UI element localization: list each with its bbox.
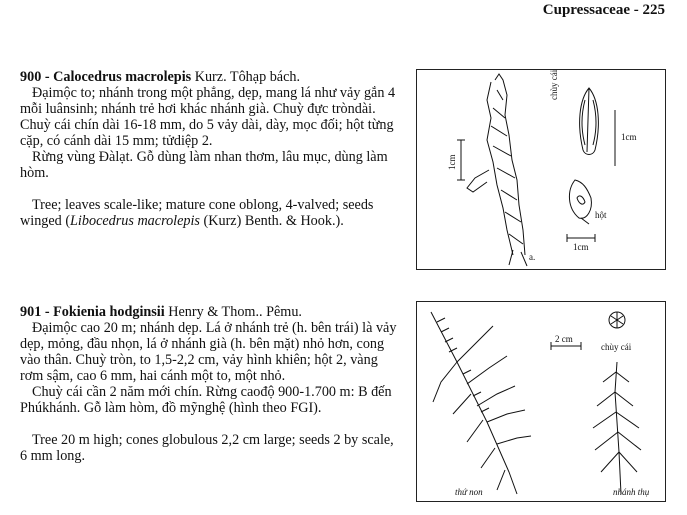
label-cone: chùy cái — [549, 70, 559, 100]
label-seed: hột — [595, 210, 607, 220]
habitat-text: Rừng vùng Đàlạt. Gỗ dùng làm nhan thơm, lâu mục, dùng làm hòm. — [20, 149, 388, 181]
scale-label-b: 1cm — [447, 154, 457, 170]
scale-label-c: 1cm — [573, 242, 589, 252]
entry-901 — [20, 304, 400, 464]
botanical-drawing — [417, 302, 665, 501]
figure-calocedrus — [416, 69, 666, 270]
species-name: Calocedrus macrolepis — [53, 69, 192, 85]
figure-marker: a. — [529, 252, 536, 262]
entry-number: 900 - — [20, 69, 50, 85]
habitat-text: Chuỳ cái cần 2 năm mới chín. Rừng caođộ 900-1.700 m: B đến Phúkhánh. Gỗ làm hòm, đồ mỹnghệ (hình theo FGI). — [20, 384, 392, 416]
species-author: Kurz. Tôhạp bách. — [194, 69, 301, 85]
english-description: Tree; leaves scale-like; mature cone oblong, 4-valved; seeds winged (Libocedrus macrolepis (Kurz) Benth. & Hook.). — [20, 197, 374, 229]
species-name: Fokienia hodginsii — [53, 304, 165, 320]
scale-label-a: 1cm — [621, 132, 637, 142]
caption-young-branch: thứ non — [455, 487, 483, 497]
page-header: Cupressaceae - 225 — [542, 2, 665, 18]
entry-title — [20, 69, 400, 85]
english-description: Tree 20 m high; cones globulous 2,2 cm large; seeds 2 by scale, 6 mm long. — [20, 432, 394, 464]
botanical-drawing — [417, 70, 665, 269]
entry-number: 901 - — [20, 304, 50, 320]
entry-900 — [20, 69, 400, 229]
vietnamese-description: Đạimộc to; nhánh trong một phẳng, dẹp, mang lá như vảy gắn 4 mỗi luânsinh; nhánh trẻ hơi khác nhánh già. Chuỳ đực tròndài. Chuỳ cái chín dài 16-18 mm, do 5 vảy dài, dày, mọc đối; hột từng cặp, có cánh dài 15 mm; tửdiệp 2. — [20, 85, 396, 149]
figure-fokienia — [416, 301, 666, 502]
species-author: Henry & Thom.. Pêmu. — [168, 304, 302, 320]
label-cone: chùy cái — [601, 342, 632, 352]
scale-label: 2 cm — [555, 334, 573, 344]
caption-mature-branch: nhánh thụ — [613, 487, 650, 497]
synonym-name: Libocedrus macrolepis — [70, 213, 200, 229]
entry-title — [20, 304, 400, 320]
vietnamese-description: Đạimộc cao 20 m; nhánh dẹp. Lá ở nhánh trẻ (h. bên trái) là vảy dẹp, mỏng, đầu nhọn, lá ở nhánh già (h. bên mặt) nhỏ hơn, cong vào thân. Chuỳ tròn, to 1,5-2,2 cm, vảy hình khiên; hột 2, vàng rơm sậm, cao 6 mm, hai cánh một to, một nhỏ. — [20, 320, 397, 384]
